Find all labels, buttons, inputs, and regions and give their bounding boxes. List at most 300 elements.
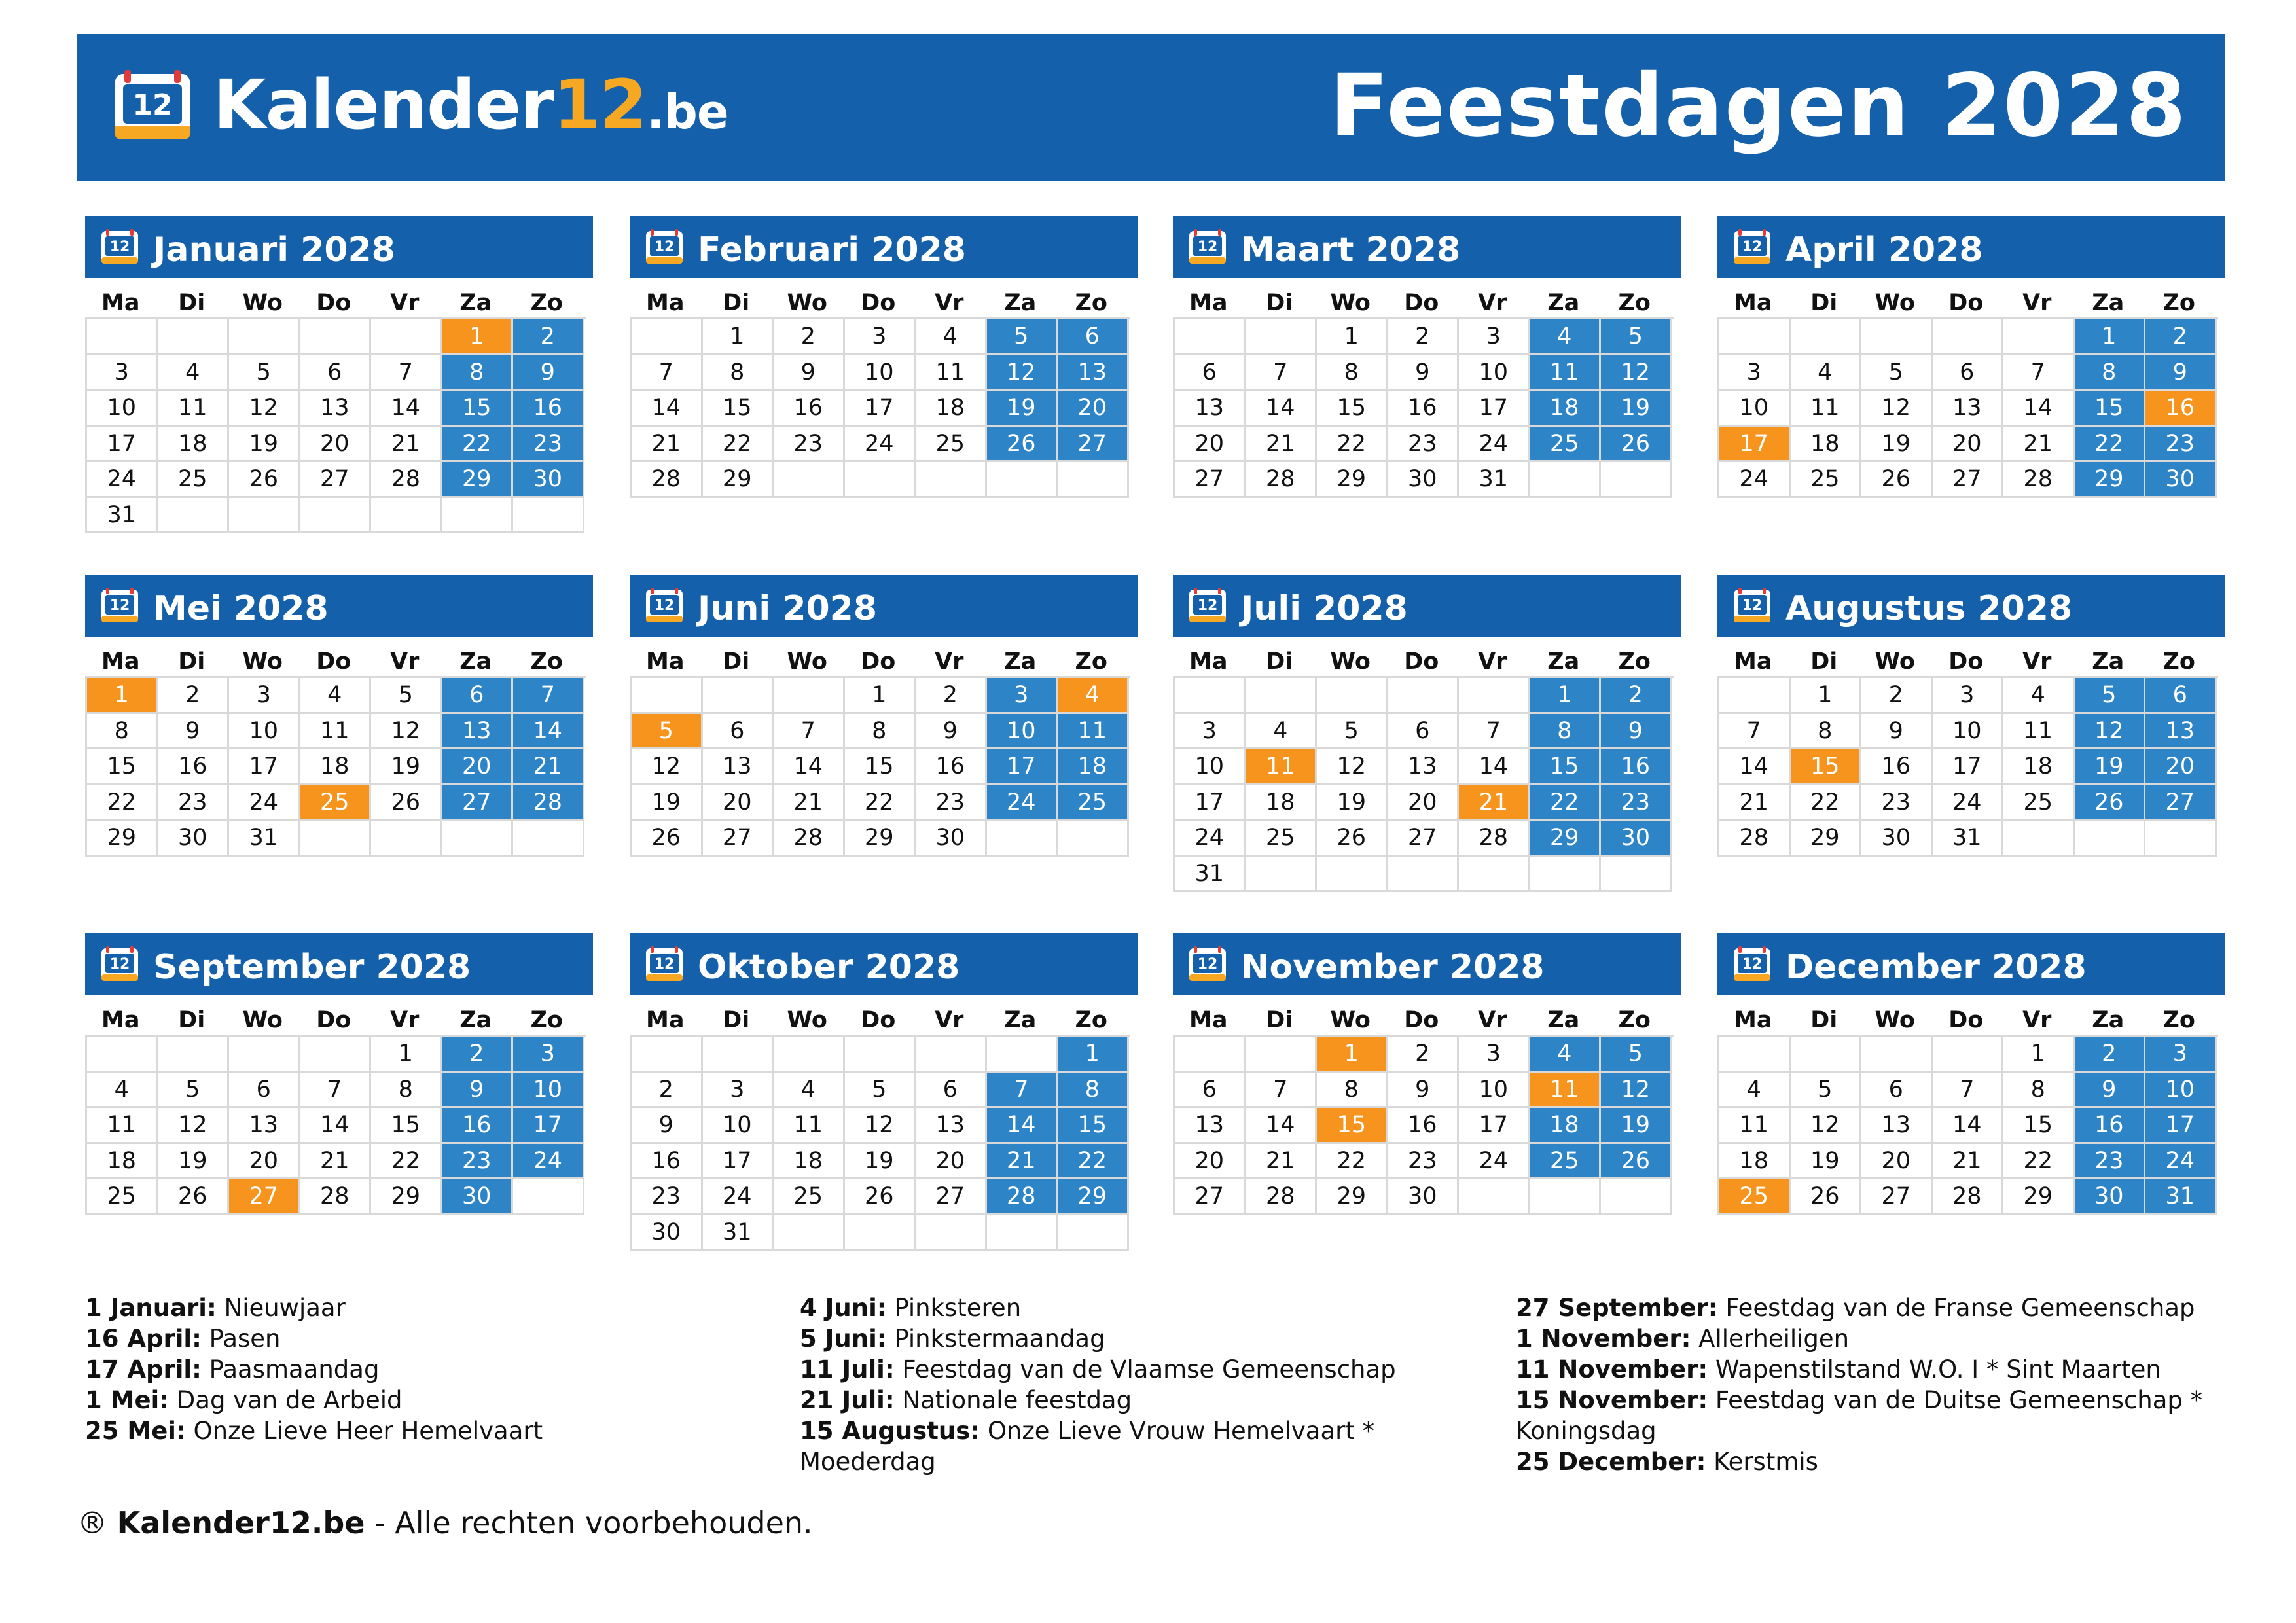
weekend-day-cell[interactable]: 12 xyxy=(2075,714,2146,750)
day-cell[interactable]: 14 xyxy=(1459,749,1530,785)
day-cell[interactable]: 13 xyxy=(1861,1108,1933,1144)
weekend-day-cell[interactable]: 8 xyxy=(2075,355,2146,391)
day-cell[interactable]: 21 xyxy=(371,427,442,463)
day-cell[interactable]: 30 xyxy=(1388,462,1460,498)
day-cell[interactable]: 6 xyxy=(1861,1073,1933,1109)
day-cell[interactable]: 27 xyxy=(916,1179,987,1215)
day-cell[interactable]: 20 xyxy=(1175,1144,1246,1180)
day-cell[interactable]: 31 xyxy=(1459,462,1530,498)
day-cell[interactable]: 11 xyxy=(916,355,987,391)
day-cell[interactable]: 16 xyxy=(1388,391,1460,427)
day-cell[interactable]: 29 xyxy=(87,821,158,857)
weekend-day-cell[interactable]: 2 xyxy=(513,319,584,355)
weekend-day-cell[interactable]: 13 xyxy=(1058,355,1129,391)
day-cell[interactable]: 21 xyxy=(1246,427,1318,463)
weekend-day-cell[interactable]: 3 xyxy=(513,1037,584,1073)
weekend-day-cell[interactable]: 2 xyxy=(442,1037,514,1073)
day-cell[interactable]: 3 xyxy=(229,678,300,714)
day-cell[interactable]: 11 xyxy=(2003,714,2075,750)
day-cell[interactable]: 22 xyxy=(845,785,916,821)
day-cell[interactable]: 13 xyxy=(1175,1108,1246,1144)
day-cell[interactable]: 13 xyxy=(1933,391,2004,427)
weekend-day-cell[interactable]: 1 xyxy=(1058,1037,1129,1073)
weekend-day-cell[interactable]: 28 xyxy=(987,1179,1058,1215)
day-cell[interactable]: 11 xyxy=(158,391,230,427)
weekend-day-cell[interactable]: 24 xyxy=(2145,1144,2217,1180)
day-cell[interactable]: 8 xyxy=(703,355,774,391)
day-cell[interactable]: 4 xyxy=(916,319,987,355)
day-cell[interactable]: 6 xyxy=(703,714,774,750)
day-cell[interactable]: 3 xyxy=(1933,678,2004,714)
day-cell[interactable]: 17 xyxy=(229,749,300,785)
day-cell[interactable]: 10 xyxy=(1459,355,1530,391)
weekend-day-cell[interactable]: 18 xyxy=(1058,749,1129,785)
day-cell[interactable]: 24 xyxy=(1459,1144,1530,1180)
holiday-day-cell[interactable]: 25 xyxy=(1719,1179,1791,1215)
weekend-day-cell[interactable]: 12 xyxy=(1601,355,1672,391)
holiday-day-cell[interactable]: 17 xyxy=(1719,427,1791,463)
day-cell[interactable]: 21 xyxy=(1719,785,1791,821)
day-cell[interactable]: 24 xyxy=(229,785,300,821)
day-cell[interactable]: 19 xyxy=(1791,1144,1862,1180)
weekend-day-cell[interactable]: 6 xyxy=(442,678,514,714)
day-cell[interactable]: 12 xyxy=(1791,1108,1862,1144)
day-cell[interactable]: 15 xyxy=(845,749,916,785)
weekend-day-cell[interactable]: 16 xyxy=(442,1108,514,1144)
weekend-day-cell[interactable]: 22 xyxy=(2075,427,2146,463)
day-cell[interactable]: 7 xyxy=(371,355,442,391)
day-cell[interactable]: 7 xyxy=(1246,1073,1318,1109)
weekend-day-cell[interactable]: 20 xyxy=(1058,391,1129,427)
day-cell[interactable]: 13 xyxy=(1175,391,1246,427)
weekend-day-cell[interactable]: 6 xyxy=(2145,678,2217,714)
weekend-day-cell[interactable]: 26 xyxy=(2075,785,2146,821)
day-cell[interactable]: 29 xyxy=(1791,821,1862,857)
weekend-day-cell[interactable]: 26 xyxy=(987,427,1058,463)
day-cell[interactable]: 12 xyxy=(1317,749,1388,785)
weekend-day-cell[interactable]: 7 xyxy=(987,1073,1058,1109)
day-cell[interactable]: 8 xyxy=(1791,714,1862,750)
day-cell[interactable]: 1 xyxy=(2003,1037,2075,1073)
day-cell[interactable]: 8 xyxy=(2003,1073,2075,1109)
weekend-day-cell[interactable]: 17 xyxy=(987,749,1058,785)
day-cell[interactable]: 1 xyxy=(1791,678,1862,714)
day-cell[interactable]: 28 xyxy=(1933,1179,2004,1215)
day-cell[interactable]: 3 xyxy=(1175,714,1246,750)
day-cell[interactable]: 4 xyxy=(1719,1073,1791,1109)
weekend-day-cell[interactable]: 26 xyxy=(1601,427,1672,463)
weekend-day-cell[interactable]: 22 xyxy=(1058,1144,1129,1180)
day-cell[interactable]: 14 xyxy=(300,1108,372,1144)
weekend-day-cell[interactable]: 9 xyxy=(1601,714,1672,750)
day-cell[interactable]: 9 xyxy=(158,714,230,750)
day-cell[interactable]: 9 xyxy=(916,714,987,750)
day-cell[interactable]: 25 xyxy=(916,427,987,463)
weekend-day-cell[interactable]: 2 xyxy=(1601,678,1672,714)
day-cell[interactable]: 2 xyxy=(774,319,845,355)
day-cell[interactable]: 21 xyxy=(1246,1144,1318,1180)
weekend-day-cell[interactable]: 14 xyxy=(987,1108,1058,1144)
day-cell[interactable]: 25 xyxy=(87,1179,158,1215)
weekend-day-cell[interactable]: 17 xyxy=(513,1108,584,1144)
weekend-day-cell[interactable]: 11 xyxy=(1058,714,1129,750)
day-cell[interactable]: 19 xyxy=(632,785,703,821)
day-cell[interactable]: 17 xyxy=(1175,785,1246,821)
day-cell[interactable]: 22 xyxy=(1317,427,1388,463)
day-cell[interactable]: 8 xyxy=(1317,355,1388,391)
day-cell[interactable]: 15 xyxy=(87,749,158,785)
day-cell[interactable]: 3 xyxy=(1719,355,1791,391)
day-cell[interactable]: 18 xyxy=(1719,1144,1791,1180)
weekend-day-cell[interactable]: 2 xyxy=(2075,1037,2146,1073)
weekend-day-cell[interactable]: 5 xyxy=(2075,678,2146,714)
day-cell[interactable]: 16 xyxy=(916,749,987,785)
day-cell[interactable]: 3 xyxy=(87,355,158,391)
weekend-day-cell[interactable]: 20 xyxy=(442,749,514,785)
day-cell[interactable]: 7 xyxy=(1246,355,1318,391)
day-cell[interactable]: 11 xyxy=(1791,391,1862,427)
day-cell[interactable]: 16 xyxy=(632,1144,703,1180)
day-cell[interactable]: 18 xyxy=(2003,749,2075,785)
day-cell[interactable]: 9 xyxy=(1388,355,1460,391)
day-cell[interactable]: 14 xyxy=(1246,1108,1318,1144)
weekend-day-cell[interactable]: 23 xyxy=(442,1144,514,1180)
day-cell[interactable]: 14 xyxy=(2003,391,2075,427)
day-cell[interactable]: 2 xyxy=(916,678,987,714)
weekend-day-cell[interactable]: 2 xyxy=(2145,319,2217,355)
weekend-day-cell[interactable]: 25 xyxy=(1058,785,1129,821)
day-cell[interactable]: 14 xyxy=(371,391,442,427)
day-cell[interactable]: 30 xyxy=(632,1215,703,1251)
weekend-day-cell[interactable]: 1 xyxy=(2075,319,2146,355)
day-cell[interactable]: 19 xyxy=(1861,427,1933,463)
day-cell[interactable]: 15 xyxy=(1317,391,1388,427)
weekend-day-cell[interactable]: 10 xyxy=(513,1073,584,1109)
day-cell[interactable]: 8 xyxy=(845,714,916,750)
weekend-day-cell[interactable]: 18 xyxy=(1530,1108,1602,1144)
day-cell[interactable]: 14 xyxy=(632,391,703,427)
day-cell[interactable]: 21 xyxy=(774,785,845,821)
day-cell[interactable]: 31 xyxy=(229,821,300,857)
day-cell[interactable]: 1 xyxy=(845,678,916,714)
holiday-day-cell[interactable]: 11 xyxy=(1246,749,1318,785)
day-cell[interactable]: 28 xyxy=(1246,462,1318,498)
weekend-day-cell[interactable]: 24 xyxy=(987,785,1058,821)
day-cell[interactable]: 13 xyxy=(703,749,774,785)
day-cell[interactable]: 19 xyxy=(158,1144,230,1180)
weekend-day-cell[interactable]: 28 xyxy=(513,785,584,821)
weekend-day-cell[interactable]: 16 xyxy=(513,391,584,427)
day-cell[interactable]: 17 xyxy=(87,427,158,463)
weekend-day-cell[interactable]: 20 xyxy=(2145,749,2217,785)
day-cell[interactable]: 3 xyxy=(1459,319,1530,355)
day-cell[interactable]: 28 xyxy=(371,462,442,498)
day-cell[interactable]: 30 xyxy=(1861,821,1933,857)
weekend-day-cell[interactable]: 29 xyxy=(2075,462,2146,498)
weekend-day-cell[interactable]: 13 xyxy=(442,714,514,750)
day-cell[interactable]: 7 xyxy=(1933,1073,2004,1109)
day-cell[interactable]: 9 xyxy=(774,355,845,391)
day-cell[interactable]: 10 xyxy=(845,355,916,391)
day-cell[interactable]: 12 xyxy=(371,714,442,750)
day-cell[interactable]: 15 xyxy=(2003,1108,2075,1144)
day-cell[interactable]: 10 xyxy=(703,1108,774,1144)
weekend-day-cell[interactable]: 30 xyxy=(2145,462,2217,498)
weekend-day-cell[interactable]: 18 xyxy=(1530,391,1602,427)
day-cell[interactable]: 22 xyxy=(1791,785,1862,821)
weekend-day-cell[interactable]: 8 xyxy=(1058,1073,1129,1109)
day-cell[interactable]: 20 xyxy=(1933,427,2004,463)
day-cell[interactable]: 18 xyxy=(158,427,230,463)
holiday-day-cell[interactable]: 21 xyxy=(1459,785,1530,821)
day-cell[interactable]: 19 xyxy=(845,1144,916,1180)
day-cell[interactable]: 29 xyxy=(845,821,916,857)
day-cell[interactable]: 4 xyxy=(1791,355,1862,391)
day-cell[interactable]: 29 xyxy=(1317,462,1388,498)
weekend-day-cell[interactable]: 30 xyxy=(513,462,584,498)
day-cell[interactable]: 24 xyxy=(1175,821,1246,857)
weekend-day-cell[interactable]: 27 xyxy=(2145,785,2217,821)
weekend-day-cell[interactable]: 29 xyxy=(442,462,514,498)
day-cell[interactable]: 20 xyxy=(229,1144,300,1180)
day-cell[interactable]: 26 xyxy=(371,785,442,821)
weekend-day-cell[interactable]: 23 xyxy=(2145,427,2217,463)
day-cell[interactable]: 28 xyxy=(1459,821,1530,857)
day-cell[interactable]: 10 xyxy=(1933,714,2004,750)
day-cell[interactable]: 11 xyxy=(300,714,372,750)
day-cell[interactable]: 10 xyxy=(229,714,300,750)
day-cell[interactable]: 17 xyxy=(845,391,916,427)
holiday-day-cell[interactable]: 15 xyxy=(1317,1108,1388,1144)
weekend-day-cell[interactable]: 15 xyxy=(2075,391,2146,427)
weekend-day-cell[interactable]: 7 xyxy=(513,678,584,714)
day-cell[interactable]: 12 xyxy=(632,749,703,785)
weekend-day-cell[interactable]: 29 xyxy=(1530,821,1602,857)
day-cell[interactable]: 20 xyxy=(1388,785,1460,821)
holiday-day-cell[interactable]: 1 xyxy=(87,678,158,714)
weekend-day-cell[interactable]: 12 xyxy=(987,355,1058,391)
day-cell[interactable]: 4 xyxy=(158,355,230,391)
weekend-day-cell[interactable]: 23 xyxy=(513,427,584,463)
day-cell[interactable]: 7 xyxy=(1459,714,1530,750)
weekend-day-cell[interactable]: 19 xyxy=(1601,1108,1672,1144)
day-cell[interactable]: 6 xyxy=(300,355,372,391)
day-cell[interactable]: 30 xyxy=(916,821,987,857)
weekend-day-cell[interactable]: 15 xyxy=(442,391,514,427)
day-cell[interactable]: 3 xyxy=(845,319,916,355)
weekend-day-cell[interactable]: 8 xyxy=(442,355,514,391)
day-cell[interactable]: 28 xyxy=(774,821,845,857)
day-cell[interactable]: 27 xyxy=(300,462,372,498)
day-cell[interactable]: 25 xyxy=(1246,821,1318,857)
day-cell[interactable]: 24 xyxy=(845,427,916,463)
weekend-day-cell[interactable]: 21 xyxy=(987,1144,1058,1180)
day-cell[interactable]: 27 xyxy=(1388,821,1460,857)
day-cell[interactable]: 20 xyxy=(1175,427,1246,463)
day-cell[interactable]: 28 xyxy=(1246,1179,1318,1215)
day-cell[interactable]: 22 xyxy=(2003,1144,2075,1180)
day-cell[interactable]: 6 xyxy=(1388,714,1460,750)
day-cell[interactable]: 5 xyxy=(371,678,442,714)
day-cell[interactable]: 19 xyxy=(229,427,300,463)
weekend-day-cell[interactable]: 8 xyxy=(1530,714,1602,750)
day-cell[interactable]: 26 xyxy=(1317,821,1388,857)
day-cell[interactable]: 26 xyxy=(632,821,703,857)
day-cell[interactable]: 21 xyxy=(1933,1144,2004,1180)
day-cell[interactable]: 2 xyxy=(1388,319,1460,355)
weekend-day-cell[interactable]: 19 xyxy=(987,391,1058,427)
holiday-day-cell[interactable]: 11 xyxy=(1530,1073,1602,1109)
day-cell[interactable]: 22 xyxy=(703,427,774,463)
day-cell[interactable]: 12 xyxy=(1861,391,1933,427)
day-cell[interactable]: 18 xyxy=(1791,427,1862,463)
day-cell[interactable]: 4 xyxy=(1246,714,1318,750)
day-cell[interactable]: 16 xyxy=(1388,1108,1460,1144)
weekend-day-cell[interactable]: 9 xyxy=(442,1073,514,1109)
day-cell[interactable]: 24 xyxy=(1719,462,1791,498)
day-cell[interactable]: 15 xyxy=(703,391,774,427)
day-cell[interactable]: 3 xyxy=(703,1073,774,1109)
day-cell[interactable]: 31 xyxy=(1933,821,2004,857)
day-cell[interactable]: 28 xyxy=(300,1179,372,1215)
day-cell[interactable]: 1 xyxy=(1317,319,1388,355)
day-cell[interactable]: 24 xyxy=(1933,785,2004,821)
weekend-day-cell[interactable]: 4 xyxy=(1530,319,1602,355)
weekend-day-cell[interactable]: 23 xyxy=(1601,785,1672,821)
day-cell[interactable]: 21 xyxy=(300,1144,372,1180)
weekend-day-cell[interactable]: 19 xyxy=(2075,749,2146,785)
weekend-day-cell[interactable]: 9 xyxy=(2075,1073,2146,1109)
day-cell[interactable]: 22 xyxy=(1317,1144,1388,1180)
weekend-day-cell[interactable]: 27 xyxy=(1058,427,1129,463)
day-cell[interactable]: 21 xyxy=(632,427,703,463)
day-cell[interactable]: 9 xyxy=(632,1108,703,1144)
day-cell[interactable]: 23 xyxy=(632,1179,703,1215)
weekend-day-cell[interactable]: 25 xyxy=(1530,1144,1602,1180)
day-cell[interactable]: 5 xyxy=(1791,1073,1862,1109)
holiday-day-cell[interactable]: 4 xyxy=(1058,678,1129,714)
day-cell[interactable]: 17 xyxy=(1459,391,1530,427)
day-cell[interactable]: 5 xyxy=(1861,355,1933,391)
day-cell[interactable]: 23 xyxy=(1388,1144,1460,1180)
day-cell[interactable]: 4 xyxy=(2003,678,2075,714)
day-cell[interactable]: 1 xyxy=(703,319,774,355)
day-cell[interactable]: 8 xyxy=(371,1073,442,1109)
weekend-day-cell[interactable]: 5 xyxy=(987,319,1058,355)
weekend-day-cell[interactable]: 22 xyxy=(442,427,514,463)
day-cell[interactable]: 23 xyxy=(1861,785,1933,821)
holiday-day-cell[interactable]: 16 xyxy=(2145,391,2217,427)
day-cell[interactable]: 5 xyxy=(229,355,300,391)
day-cell[interactable]: 29 xyxy=(2003,1179,2075,1215)
day-cell[interactable]: 13 xyxy=(229,1108,300,1144)
weekend-day-cell[interactable]: 5 xyxy=(1601,1037,1672,1073)
day-cell[interactable]: 10 xyxy=(1175,749,1246,785)
weekend-day-cell[interactable]: 4 xyxy=(1530,1037,1602,1073)
day-cell[interactable]: 28 xyxy=(1719,821,1791,857)
day-cell[interactable]: 2 xyxy=(1388,1037,1460,1073)
day-cell[interactable]: 1 xyxy=(371,1037,442,1073)
day-cell[interactable]: 12 xyxy=(845,1108,916,1144)
day-cell[interactable]: 6 xyxy=(1175,1073,1246,1109)
day-cell[interactable]: 7 xyxy=(1719,714,1791,750)
day-cell[interactable]: 29 xyxy=(371,1179,442,1215)
day-cell[interactable]: 14 xyxy=(1719,749,1791,785)
weekend-day-cell[interactable]: 25 xyxy=(1530,427,1602,463)
day-cell[interactable]: 3 xyxy=(1459,1037,1530,1073)
day-cell[interactable]: 24 xyxy=(87,462,158,498)
day-cell[interactable]: 6 xyxy=(1933,355,2004,391)
day-cell[interactable]: 4 xyxy=(774,1073,845,1109)
day-cell[interactable]: 25 xyxy=(774,1179,845,1215)
weekend-day-cell[interactable]: 24 xyxy=(513,1144,584,1180)
day-cell[interactable]: 8 xyxy=(1317,1073,1388,1109)
day-cell[interactable]: 6 xyxy=(916,1073,987,1109)
weekend-day-cell[interactable]: 9 xyxy=(2145,355,2217,391)
weekend-day-cell[interactable]: 6 xyxy=(1058,319,1129,355)
weekend-day-cell[interactable]: 11 xyxy=(1530,355,1602,391)
day-cell[interactable]: 25 xyxy=(1791,462,1862,498)
weekend-day-cell[interactable]: 13 xyxy=(2145,714,2217,750)
day-cell[interactable]: 2 xyxy=(632,1073,703,1109)
day-cell[interactable]: 17 xyxy=(703,1144,774,1180)
day-cell[interactable]: 24 xyxy=(1459,427,1530,463)
day-cell[interactable]: 9 xyxy=(1388,1073,1460,1109)
day-cell[interactable]: 20 xyxy=(300,427,372,463)
day-cell[interactable]: 20 xyxy=(703,785,774,821)
day-cell[interactable]: 25 xyxy=(158,462,230,498)
day-cell[interactable]: 23 xyxy=(158,785,230,821)
weekend-day-cell[interactable]: 5 xyxy=(1601,319,1672,355)
day-cell[interactable]: 22 xyxy=(87,785,158,821)
day-cell[interactable]: 28 xyxy=(632,462,703,498)
weekend-day-cell[interactable]: 22 xyxy=(1530,785,1602,821)
weekend-day-cell[interactable]: 9 xyxy=(513,355,584,391)
weekend-day-cell[interactable]: 16 xyxy=(1601,749,1672,785)
day-cell[interactable]: 8 xyxy=(87,714,158,750)
day-cell[interactable]: 5 xyxy=(1317,714,1388,750)
day-cell[interactable]: 28 xyxy=(2003,462,2075,498)
day-cell[interactable]: 17 xyxy=(1933,749,2004,785)
day-cell[interactable]: 5 xyxy=(845,1073,916,1109)
day-cell[interactable]: 29 xyxy=(1317,1179,1388,1215)
day-cell[interactable]: 26 xyxy=(229,462,300,498)
day-cell[interactable]: 7 xyxy=(300,1073,372,1109)
day-cell[interactable]: 14 xyxy=(1246,391,1318,427)
day-cell[interactable]: 27 xyxy=(1175,462,1246,498)
day-cell[interactable]: 21 xyxy=(2003,427,2075,463)
day-cell[interactable]: 23 xyxy=(916,785,987,821)
day-cell[interactable]: 2 xyxy=(158,678,230,714)
weekend-day-cell[interactable]: 15 xyxy=(1530,749,1602,785)
day-cell[interactable]: 27 xyxy=(1175,1179,1246,1215)
day-cell[interactable]: 7 xyxy=(632,355,703,391)
day-cell[interactable]: 13 xyxy=(916,1108,987,1144)
weekend-day-cell[interactable]: 3 xyxy=(2145,1037,2217,1073)
weekend-day-cell[interactable]: 14 xyxy=(513,714,584,750)
day-cell[interactable]: 22 xyxy=(371,1144,442,1180)
weekend-day-cell[interactable]: 21 xyxy=(513,749,584,785)
weekend-day-cell[interactable]: 3 xyxy=(987,678,1058,714)
day-cell[interactable]: 11 xyxy=(774,1108,845,1144)
day-cell[interactable]: 10 xyxy=(1459,1073,1530,1109)
day-cell[interactable]: 6 xyxy=(229,1073,300,1109)
holiday-day-cell[interactable]: 25 xyxy=(300,785,372,821)
day-cell[interactable]: 24 xyxy=(703,1179,774,1215)
day-cell[interactable]: 27 xyxy=(1933,462,2004,498)
day-cell[interactable]: 13 xyxy=(1388,749,1460,785)
day-cell[interactable]: 27 xyxy=(703,821,774,857)
